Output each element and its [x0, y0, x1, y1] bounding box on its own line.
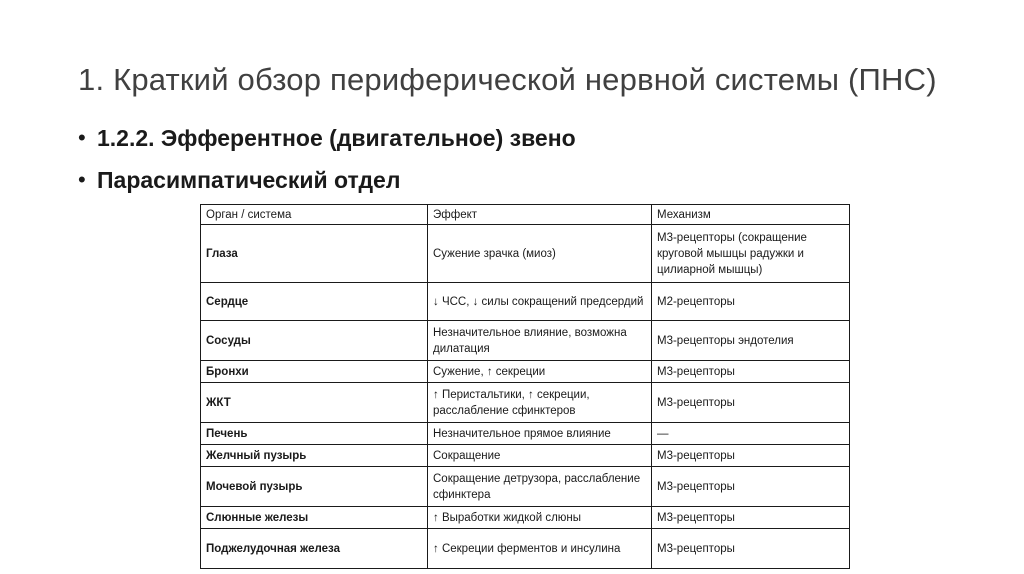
- cell-effect: Сокращение детрузора, расслабление сфинктера: [428, 467, 652, 507]
- cell-organ: Поджелудочная железа: [201, 529, 428, 569]
- cell-effect: Сужение зрачка (миоз): [428, 225, 652, 283]
- cell-organ: Печень: [201, 423, 428, 445]
- cell-effect: ↑ Выработки жидкой слюны: [428, 507, 652, 529]
- cell-effect: Сокращение: [428, 445, 652, 467]
- cell-mechanism: М3-рецепторы: [652, 529, 850, 569]
- cell-mechanism: М3-рецепторы: [652, 445, 850, 467]
- bullet-item: [78, 122, 576, 164]
- table-row: [201, 467, 850, 507]
- parasympathetic-effects-table: [200, 204, 850, 569]
- cell-effect: ↓ ЧСС, ↓ силы сокращений предсердий: [428, 283, 652, 321]
- header-mechanism: Механизм: [652, 205, 850, 225]
- table-row: [201, 283, 850, 321]
- cell-organ: Сосуды: [201, 321, 428, 361]
- slide-title: 1. Краткий обзор периферической нервной системы (ПНС): [78, 62, 937, 97]
- table-row: [201, 507, 850, 529]
- cell-mechanism: М3-рецепторы: [652, 467, 850, 507]
- header-effect: Эффект: [428, 205, 652, 225]
- cell-organ: Мочевой пузырь: [201, 467, 428, 507]
- cell-organ: Слюнные железы: [201, 507, 428, 529]
- bullet-item: [78, 164, 576, 206]
- cell-organ: Сердце: [201, 283, 428, 321]
- bullet-dot-icon: •: [78, 125, 86, 150]
- table-row: [201, 361, 850, 383]
- table-row: [201, 529, 850, 569]
- cell-effect: Сужение, ↑ секреции: [428, 361, 652, 383]
- table-row: [201, 383, 850, 423]
- table-row: [201, 445, 850, 467]
- cell-organ: Глаза: [201, 225, 428, 283]
- cell-mechanism: М3-рецепторы: [652, 507, 850, 529]
- cell-organ: Желчный пузырь: [201, 445, 428, 467]
- cell-mechanism: М2-рецепторы: [652, 283, 850, 321]
- bullet-text: Парасимпатический отдел: [97, 167, 401, 193]
- table-row: [201, 423, 850, 445]
- cell-effect: Незначительное влияние, возможна дилатация: [428, 321, 652, 361]
- cell-mechanism: М3-рецепторы эндотелия: [652, 321, 850, 361]
- cell-mechanism: М3-рецепторы (сокращение круговой мышцы радужки и цилиарной мышцы): [652, 225, 850, 283]
- bullet-dot-icon: •: [78, 167, 86, 192]
- cell-organ: ЖКТ: [201, 383, 428, 423]
- cell-effect: ↑ Секреции ферментов и инсулина: [428, 529, 652, 569]
- bullet-list: [78, 122, 576, 206]
- bullet-text: 1.2.2. Эфферентное (двигательное) звено: [97, 125, 576, 151]
- table-header-row: [201, 205, 850, 225]
- cell-organ: Бронхи: [201, 361, 428, 383]
- table-row: [201, 225, 850, 283]
- header-organ: Орган / система: [201, 205, 428, 225]
- cell-mechanism: М3-рецепторы: [652, 383, 850, 423]
- cell-mechanism: М3-рецепторы: [652, 361, 850, 383]
- table-row: [201, 321, 850, 361]
- cell-mechanism: —: [652, 423, 850, 445]
- cell-effect: Незначительное прямое влияние: [428, 423, 652, 445]
- cell-effect: ↑ Перистальтики, ↑ секреции, расслабление сфинктеров: [428, 383, 652, 423]
